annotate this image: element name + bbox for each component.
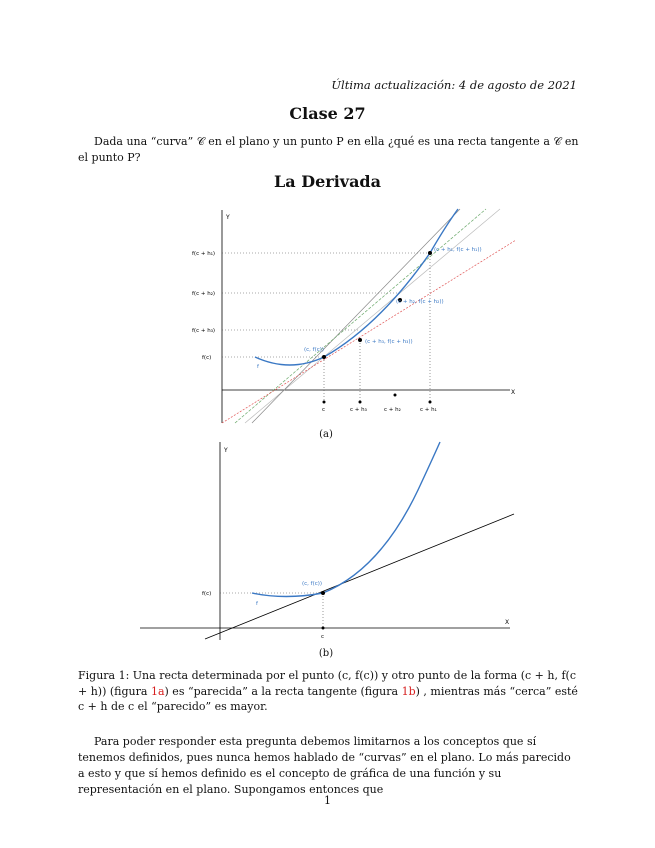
fig-a-secant-near xyxy=(235,209,486,423)
fig-a-xtick-h2: c + h₂ xyxy=(384,407,401,413)
figure-caption xyxy=(78,668,580,715)
figure-a xyxy=(190,205,530,425)
fig-a-xtick-dot-3 xyxy=(394,394,397,397)
fig-a-ytick-c: f(c) xyxy=(202,355,212,361)
figure-b xyxy=(140,440,520,645)
page-title: Clase 27 xyxy=(289,104,366,123)
fig-a-xtick-dot-4 xyxy=(429,401,432,404)
fig-a-point-c xyxy=(322,355,326,359)
fig-a-label-h2: (c + h₂, f(c + h₂)) xyxy=(396,299,444,305)
fig-a-x-axis-label: X xyxy=(511,389,516,396)
fig-a-xtick-dot-1 xyxy=(323,401,326,404)
intro-paragraph: Dada una “curva” 𝒞 en el plano y un punto P en ella ¿qué es una recta tangente a 𝒞 en el punto P? xyxy=(78,135,579,164)
fig-a-tangent-line xyxy=(222,240,516,423)
fig-a-ytick-h3: f(c + h₃) xyxy=(192,328,216,334)
caption-part-2: ) es “parecida” a la recta tangente (figura xyxy=(164,684,402,698)
fig-b-point-c xyxy=(321,591,325,595)
fig-a-label-h3: (c + h₃, f(c + h₃)) xyxy=(365,339,413,345)
body-paragraph: Para poder responder esta pregunta debemos limitarnos a los conceptos que sí tenemos definidos, pues nunca hemos hablado de “curvas” en el plano. Lo más parecido a esto y que sí hemos definido es el concepto de gráfica de una función y su representación en el plano. Supongamos entonces que xyxy=(78,735,571,796)
caption-part-1: Figura 1: Una recta determinada por el punto (c, f(c)) y otro punto de la forma (c + h, f(c + h)) (figura xyxy=(78,669,576,698)
fig-a-label-c: (c, f(c)) xyxy=(304,347,325,353)
fig-a-xtick-h1: c + h₁ xyxy=(420,407,437,413)
fig-b-y-axis-label: Y xyxy=(224,447,228,454)
last-updated: Última actualización: 4 de agosto de 2021 xyxy=(331,78,577,92)
fig-a-point-h3 xyxy=(358,338,362,342)
fig-a-xtick-c: c xyxy=(322,407,326,413)
fig-b-curve xyxy=(252,442,440,597)
fig-b-f-label: f xyxy=(256,601,258,607)
caption-part-3: ) , mientras más “cerca” esté c + h de c el “parecido” es mayor. xyxy=(78,684,578,713)
fig-b-xtick-c: c xyxy=(321,634,325,640)
page-number: 1 xyxy=(324,794,331,807)
fig-a-secant-mid xyxy=(252,209,460,423)
fig-b-label-c: (c, f(c)) xyxy=(302,581,323,587)
figure-a-sublabel: (a) xyxy=(319,429,333,440)
fig-b-tangent-line xyxy=(205,514,514,639)
fig-a-guides xyxy=(222,253,430,402)
fig-a-point-h1 xyxy=(428,251,432,255)
caption-ref-1a[interactable]: 1a xyxy=(150,684,165,698)
section-title: La Derivada xyxy=(274,172,381,191)
fig-a-y-axis-label: Y xyxy=(226,214,230,221)
figure-b-sublabel: (b) xyxy=(318,648,334,659)
fig-b-ytick-c: f(c) xyxy=(202,591,212,597)
fig-a-f-label: f xyxy=(257,364,259,370)
caption-ref-1b[interactable]: 1b xyxy=(401,684,416,698)
fig-a-ytick-h2: f(c + h₂) xyxy=(192,291,216,297)
fig-a-curve xyxy=(255,209,458,365)
fig-a-xtick-h3: c + h₃ xyxy=(350,407,367,413)
fig-b-x-axis-label: X xyxy=(505,619,510,626)
fig-a-ytick-h1: f(c + h₁) xyxy=(192,251,216,257)
fig-b-guides xyxy=(220,593,323,628)
fig-b-xtick-dot xyxy=(322,627,325,630)
fig-a-xtick-dot-2 xyxy=(359,401,362,404)
fig-a-label-h1: (c + h₁, f(c + h₁)) xyxy=(434,247,482,253)
